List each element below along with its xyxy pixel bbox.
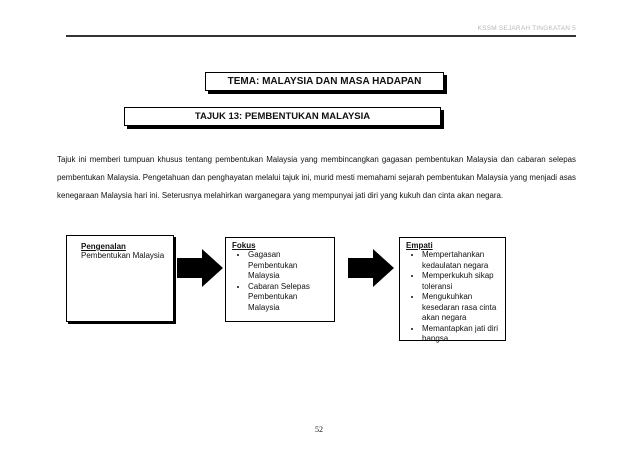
empati-title: Empati bbox=[406, 241, 433, 250]
pengenalan-box bbox=[66, 235, 174, 322]
page-number: 52 bbox=[315, 425, 323, 434]
fokus-list bbox=[232, 250, 328, 313]
header-rule bbox=[66, 35, 576, 37]
fokus-title: Fokus bbox=[232, 241, 256, 250]
empati-item: • Mempertahankan kedaulatan negara bbox=[422, 250, 499, 271]
fokus-box bbox=[225, 237, 335, 322]
empati-item: • Mengukuhkan kesedaran rasa cinta akan negara bbox=[422, 292, 499, 324]
right-arrow-icon bbox=[177, 249, 223, 287]
empati-box bbox=[399, 237, 506, 341]
fokus-item: • Gagasan Pembentukan Malaysia bbox=[248, 250, 328, 282]
empati-list bbox=[406, 250, 499, 345]
fokus-item: • Cabaran Selepas Pembentukan Malaysia bbox=[248, 282, 328, 314]
tema-title: TEMA: MALAYSIA DAN MASA HADAPAN bbox=[205, 72, 444, 91]
intro-paragraph: Tajuk ini memberi tumpuan khusus tentang pembentukan Malaysia yang membincangkan gagasan pembentukan Malaysia dan cabaran selepas pembentukan Malaysia. Pengetahuan dan penghayatan melalui tajuk ini, murid mesti memahami sejarah pembentukan Malaysia yang menjadi asas kenegaraan Malaysia hari ini. Seterusnya melahirkan warganegara yang mempunyai jati diri yang kukuh dan cinta akan negara. bbox=[57, 155, 576, 200]
pengenalan-text: Pembentukan Malaysia bbox=[81, 251, 165, 260]
empati-item: • Memperkukuh sikap toleransi bbox=[422, 271, 499, 292]
tajuk-title: TAJUK 13: PEMBENTUKAN MALAYSIA bbox=[124, 107, 441, 126]
empati-item: • Memantapkan jati diri bangsa bbox=[422, 324, 499, 345]
header-text: KSSM SEJARAH TINGKATAN 5 bbox=[477, 25, 576, 32]
right-arrow-icon bbox=[348, 249, 394, 287]
pengenalan-title: Pengenalan bbox=[81, 242, 126, 251]
